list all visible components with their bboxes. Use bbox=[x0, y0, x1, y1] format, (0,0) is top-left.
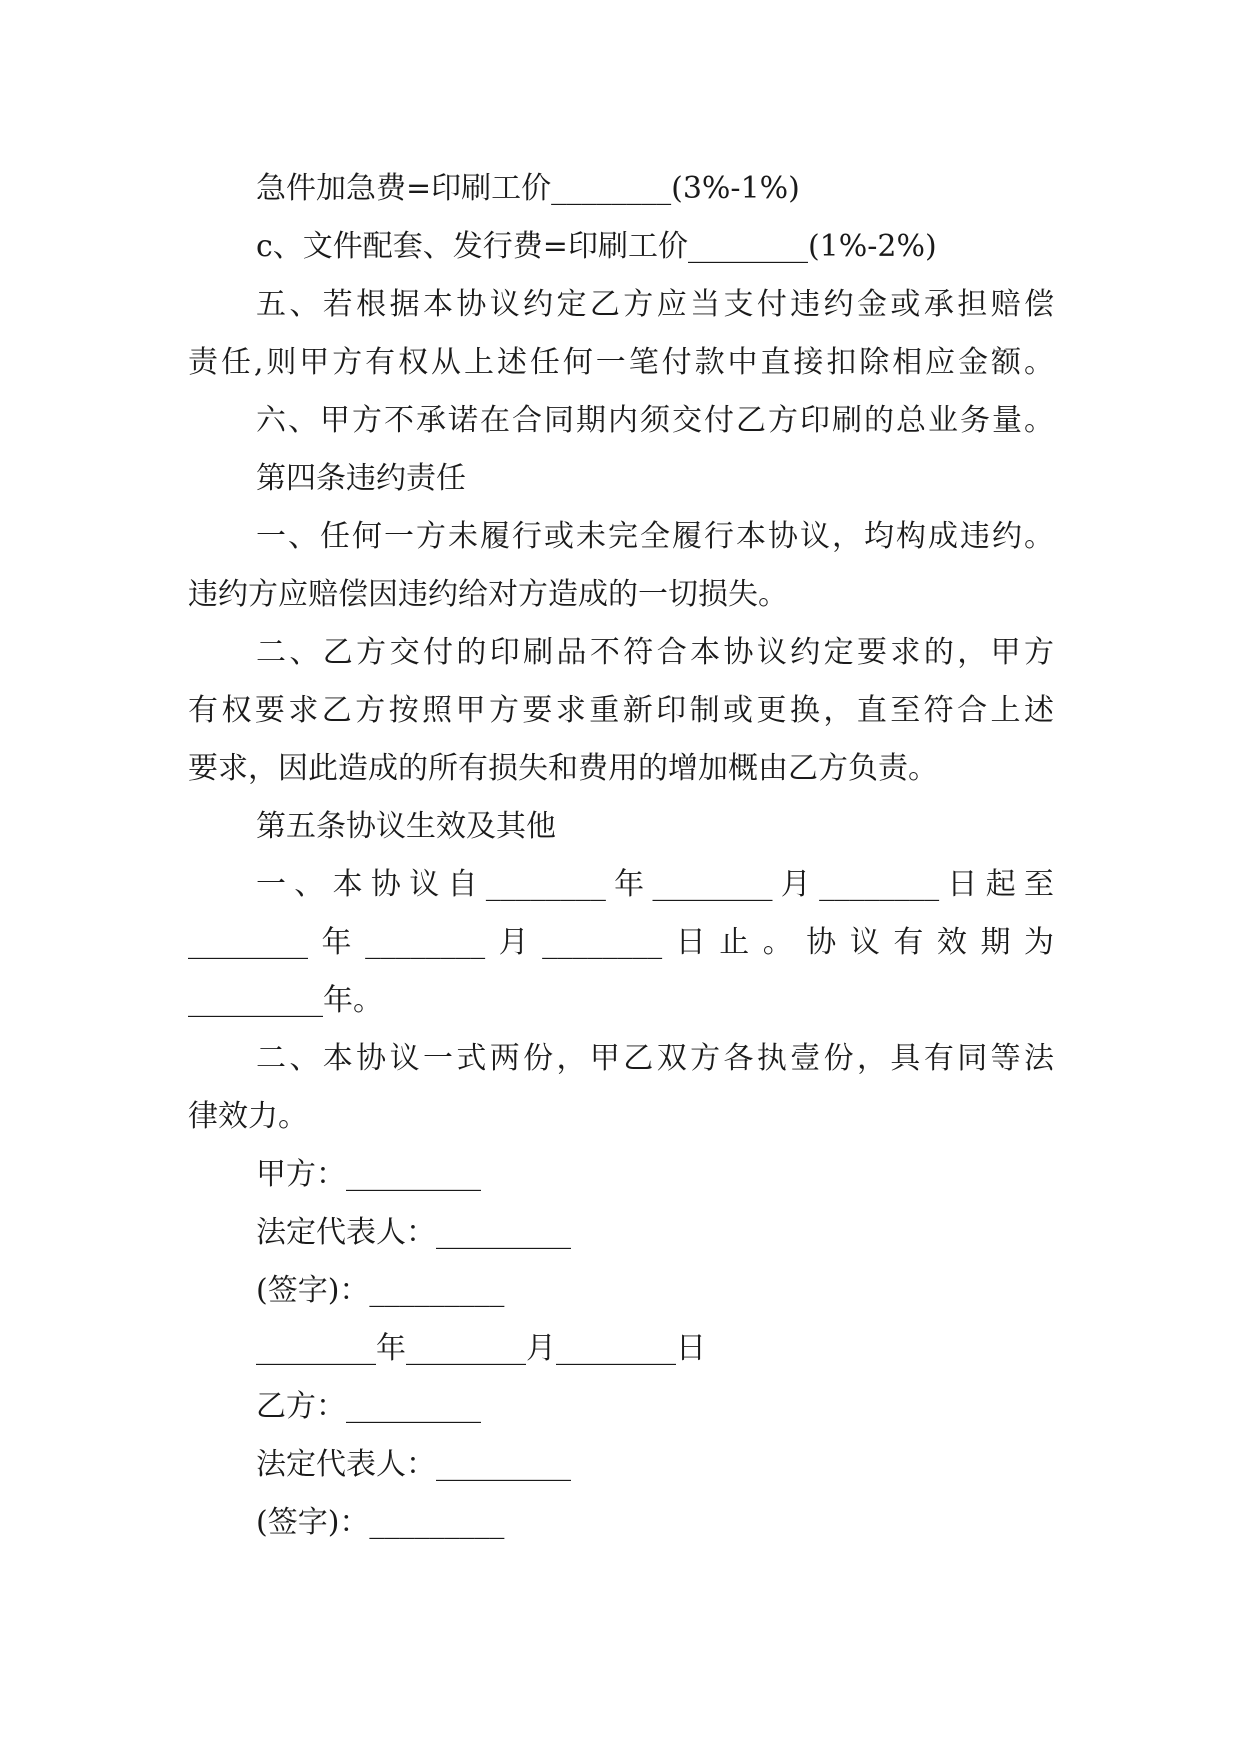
breach-clause-two-line-2: 有权要求乙方按照甲方要求重新印制或更换，直至符合上述 bbox=[188, 693, 1054, 728]
breach-clause-two-line-3: 要求，因此造成的所有损失和费用的增加概由乙方负责。 bbox=[188, 751, 938, 786]
clause-five-line-2: 责任,则甲方有权从上述任何一笔付款中直接扣除相应金额。 bbox=[188, 345, 1054, 380]
party-b-field: 乙方：_________ bbox=[256, 1389, 481, 1424]
fee-line-distribution: c、文件配套、发行费=印刷工价________(1%-2%) bbox=[256, 229, 937, 264]
fee-line-urgent: 急件加急费=印刷工价________(3%-1%) bbox=[256, 171, 800, 206]
party-b-representative-field: 法定代表人：_________ bbox=[256, 1447, 571, 1482]
party-a-representative-field: 法定代表人：_________ bbox=[256, 1215, 571, 1250]
effect-clause-two-line-1: 二、本协议一式两份，甲乙双方各执壹份，具有同等法 bbox=[256, 1041, 1054, 1076]
breach-clause-one-line-1: 一、任何一方未履行或未完全履行本协议，均构成违约。 bbox=[256, 519, 1054, 554]
document-page bbox=[188, 160, 1054, 1552]
party-a-field: 甲方：_________ bbox=[256, 1157, 481, 1192]
clause-five-line-1: 五、若根据本协议约定乙方应当支付违约金或承担赔偿 bbox=[256, 287, 1054, 322]
clause-six: 六、甲方不承诺在合同期内须交付乙方印刷的总业务量。 bbox=[256, 403, 1054, 438]
section-heading-effect: 第五条协议生效及其他 bbox=[256, 809, 556, 844]
party-b-signature-field: (签字)：_________ bbox=[256, 1505, 505, 1540]
effect-clause-one-line-2: ________年________月________日止。协议有效期为 bbox=[188, 925, 1054, 960]
effect-clause-two-line-2: 律效力。 bbox=[188, 1099, 308, 1134]
party-a-signature-field: (签字)：_________ bbox=[256, 1273, 505, 1308]
signing-date-field: ________年________月________日 bbox=[256, 1331, 706, 1366]
effect-clause-one-line-3: _________年。 bbox=[188, 983, 383, 1018]
breach-clause-two-line-1: 二、乙方交付的印刷品不符合本协议约定要求的，甲方 bbox=[256, 635, 1054, 670]
section-heading-breach: 第四条违约责任 bbox=[256, 461, 466, 496]
effect-clause-one-line-1: 一、本协议自________年________月________日起至 bbox=[256, 867, 1054, 902]
breach-clause-one-line-2: 违约方应赔偿因违约给对方造成的一切损失。 bbox=[188, 577, 788, 612]
